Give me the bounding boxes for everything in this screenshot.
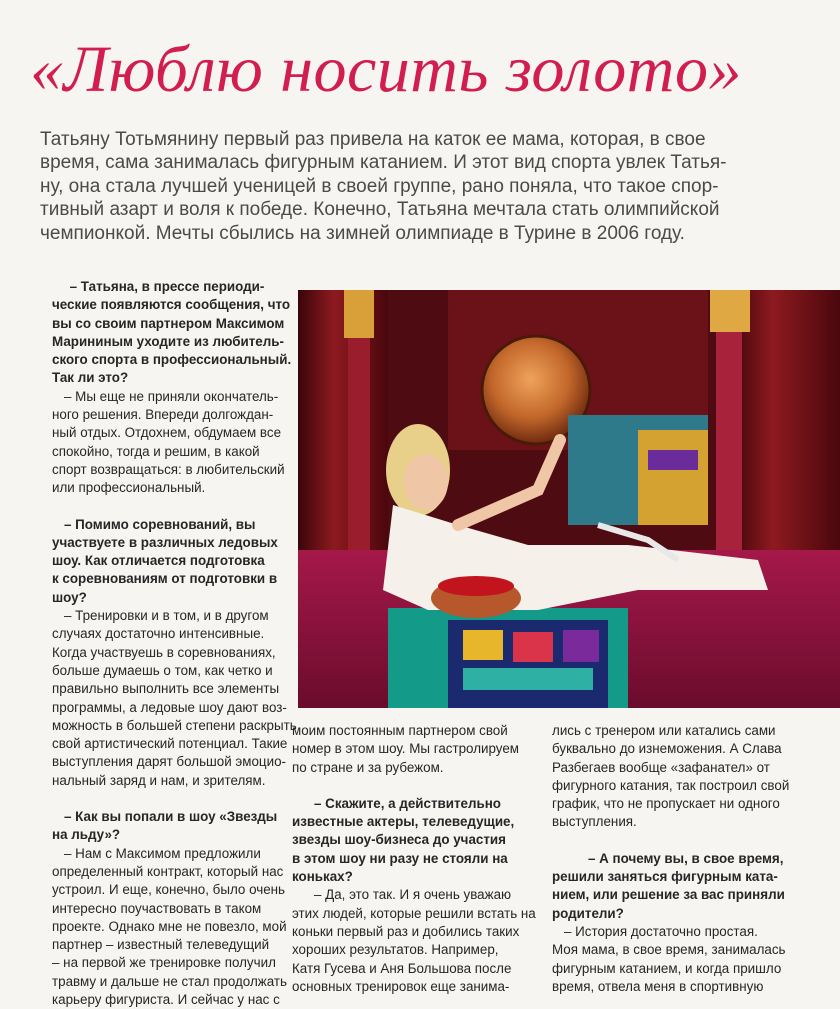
text-column-3 bbox=[552, 722, 832, 996]
text-line: известные актеры, телеведущие, bbox=[292, 814, 515, 830]
text-line: программы, а ледовые шоу дают воз- bbox=[52, 699, 287, 715]
text-line: график, что не пропускает ни одного bbox=[552, 796, 780, 812]
text-line: звезды шоу-бизнеса до участия bbox=[292, 832, 506, 848]
text-line: Марининым уходите из любитель- bbox=[52, 333, 284, 349]
text-line: определенный контракт, который нас bbox=[52, 863, 284, 879]
text-line: ческие появляются сообщения, что bbox=[52, 297, 291, 313]
text-line: Разбегаев вообще «зафанател» от bbox=[552, 759, 770, 775]
text-line: лись с тренером или катались сами bbox=[552, 723, 776, 738]
article-photo bbox=[298, 290, 840, 708]
text-line: время, отвела меня в спортивную bbox=[552, 978, 764, 994]
text-line: родители? bbox=[552, 905, 624, 921]
text-line: интересно поучаствовать в таком bbox=[52, 900, 262, 916]
answer-1 bbox=[52, 388, 285, 498]
text-line: свой артистический потенциал. Такие bbox=[52, 736, 288, 752]
text-line: спокойно, тогда и решим, в какой bbox=[52, 443, 260, 459]
text-line: хороших результатов. Например, bbox=[292, 942, 499, 958]
text-line: устроил. И еще, конечно, было очень bbox=[52, 882, 286, 898]
text-line: Когда участвуешь в соревнованиях, bbox=[52, 644, 276, 660]
text-line: – Мы еще не приняли окончатель- bbox=[64, 388, 279, 404]
text-line: на льду»? bbox=[52, 827, 121, 843]
text-line: участвуете в различных ледовых bbox=[52, 534, 278, 550]
text-line: шоу. Как отличается подготовка bbox=[52, 553, 265, 569]
text-line: – Скажите, а действительно bbox=[314, 795, 501, 811]
text-line: ный отдых. Отдохнем, обдумаем все bbox=[52, 425, 282, 441]
text-line: или профессиональный. bbox=[52, 480, 206, 496]
question-3 bbox=[52, 808, 282, 845]
text-line: шоу? bbox=[52, 589, 87, 605]
answer-3 bbox=[52, 845, 287, 1009]
lead-line: тивный азарт и воля к победе. Конечно, Татьяна мечтала стать олимпийской bbox=[40, 199, 720, 221]
text-line: вы со своим партнером Максимом bbox=[52, 315, 285, 331]
text-line: – Помимо соревнований, вы bbox=[64, 516, 256, 532]
lead-line: ну, она стала лучшей ученицей в своей группе, рано поняла, что такое спор- bbox=[40, 175, 719, 197]
text-line: номер в этом шоу. Мы гастролируем bbox=[292, 741, 519, 757]
text-line: коньках? bbox=[292, 869, 353, 885]
answer-2 bbox=[52, 607, 297, 790]
text-line: партнер – известный телеведущий bbox=[52, 937, 270, 953]
text-line: коньки первый раз и добились таких bbox=[292, 923, 520, 939]
text-line: основных тренировок еще занима- bbox=[292, 978, 510, 994]
text-line: Так ли это? bbox=[52, 370, 129, 386]
text-line: – А почему вы, в свое время, bbox=[588, 850, 784, 866]
lead-line: время, сама занималась фигурным катанием. И этот вид спорта увлек Татья- bbox=[40, 152, 727, 174]
text-line: буквально до изнеможения. А Слава bbox=[552, 741, 782, 757]
text-line: – на первой же тренировке получил bbox=[52, 955, 276, 971]
question-5 bbox=[552, 850, 832, 923]
answer-4 bbox=[292, 886, 537, 996]
text-line: Катя Гусева и Аня Большова после bbox=[292, 960, 512, 976]
article-title: «Люблю носить золото» bbox=[30, 33, 742, 106]
text-line: в этом шоу ни разу не стояли на bbox=[292, 850, 508, 866]
question-2 bbox=[52, 516, 282, 607]
text-line: по стране и за рубежом. bbox=[292, 759, 444, 775]
text-line: проекте. Однако мне не повезло, мой bbox=[52, 918, 287, 934]
text-line: нием, или решение за вас приняли bbox=[552, 887, 785, 903]
text-line: ского спорта в профессиональный. bbox=[52, 352, 292, 368]
text-line: – Как вы попали в шоу «Звезды bbox=[64, 809, 278, 825]
text-line: – Тренировки и в том, и в другом bbox=[64, 608, 269, 624]
photo-illustration bbox=[298, 290, 840, 708]
text-line: можность в большей степени раскрыть bbox=[52, 717, 297, 733]
text-line: моим постоянным партнером свой bbox=[292, 723, 508, 738]
text-line: – История достаточно простая. bbox=[564, 923, 758, 939]
text-line: решили заняться фигурным ката- bbox=[552, 869, 778, 885]
answer-3-continued bbox=[292, 722, 537, 777]
text-column-2 bbox=[292, 722, 537, 996]
text-line: – Да, это так. И я очень уважаю bbox=[314, 887, 512, 903]
text-line: случаях достаточно интенсивные. bbox=[52, 626, 265, 642]
text-line: фигурным катанием, и когда пришло bbox=[552, 960, 782, 976]
text-line: правильно выполнить все элементы bbox=[52, 681, 280, 697]
text-line: нальный заряд и нам, и зрителям. bbox=[52, 772, 266, 788]
question-4 bbox=[292, 795, 537, 886]
text-line: травму и дальше не стал продолжать bbox=[52, 973, 287, 989]
text-line: Моя мама, в свое время, занималась bbox=[552, 942, 786, 958]
text-line: больше думаешь о том, как четко и bbox=[52, 662, 273, 678]
text-line: ного решения. Впереди долгождан- bbox=[52, 407, 274, 423]
text-line: спорт возвращаться: в любительский bbox=[52, 461, 285, 477]
text-line: фигурного катания, так построил свой bbox=[552, 777, 790, 793]
question-1 bbox=[52, 278, 292, 388]
lead-line: Татьяну Тотьмянину первый раз привела на каток ее мама, которая, в свое bbox=[40, 129, 706, 150]
answer-5 bbox=[552, 923, 832, 996]
text-line: этих людей, которые решили встать на bbox=[292, 905, 536, 921]
text-line: выступления дарят большой эмоцио- bbox=[52, 754, 286, 770]
text-line: – Татьяна, в прессе периоди- bbox=[69, 279, 265, 294]
answer-4-continued bbox=[552, 722, 832, 832]
text-line: к соревнованиям от подготовки в bbox=[52, 571, 278, 587]
lead-line: чемпионкой. Мечты сбылись на зимней олимпиаде в Турине в 2006 году. bbox=[40, 222, 685, 244]
text-line: карьеру фигуриста. И сейчас у нас с bbox=[52, 991, 280, 1007]
text-line: – Нам с Максимом предложили bbox=[64, 845, 261, 861]
article-lead bbox=[40, 128, 780, 245]
text-line: выступления. bbox=[552, 814, 637, 830]
text-column-1 bbox=[52, 278, 297, 1009]
